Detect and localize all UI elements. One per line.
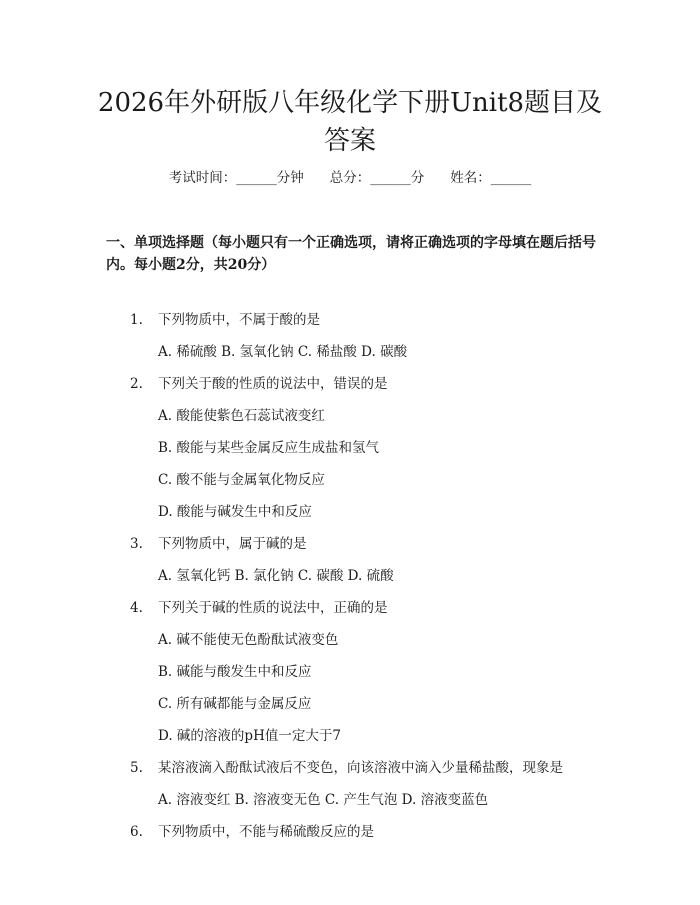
question-number: 3. [130, 536, 143, 552]
question-4 [130, 598, 388, 618]
question-number: 4. [130, 600, 143, 616]
question-text: 下列关于碱的性质的说法中，正确的是 [158, 600, 388, 616]
question-number: 6. [130, 824, 143, 840]
question-3 [130, 534, 307, 554]
question-2-option-c: C. 酸不能与金属氧化物反应 [158, 472, 325, 488]
question-text: 某溶液滴入酚酞试液后不变色，向该溶液中滴入少量稀盐酸，现象是 [158, 760, 563, 776]
question-text: 下列物质中，不能与稀硫酸反应的是 [158, 824, 374, 840]
question-2-option-b: B. 酸能与某些金属反应生成盐和氢气 [158, 440, 380, 456]
question-1-options: A. 稀硫酸 B. 氢氧化钠 C. 稀盐酸 D. 碳酸 [158, 344, 408, 360]
question-3-options: A. 氢氧化钙 B. 氯化钠 C. 碳酸 D. 硫酸 [158, 568, 394, 584]
section-heading: 一、单项选择题（每小题只有一个正确选项，请将正确选项的字母填在题后括号内。每小题2分，共20分） [106, 235, 596, 273]
question-number: 5. [130, 760, 143, 776]
question-6 [130, 822, 374, 842]
document-title: 2026年外研版八年级化学下册Unit8题目及答案 [97, 88, 603, 156]
question-2-option-a: A. 酸能使紫色石蕊试液变红 [158, 408, 325, 424]
exam-info [0, 168, 700, 188]
question-4-option-b: B. 碱能与酸发生中和反应 [158, 664, 312, 680]
question-4-option-a: A. 碱不能使无色酚酞试液变色 [158, 632, 339, 648]
question-text: 下列物质中，不属于酸的是 [158, 312, 320, 328]
question-number: 1. [130, 312, 143, 328]
question-text: 下列关于酸的性质的说法中，错误的是 [158, 376, 388, 392]
question-2-option-d: D. 酸能与碱发生中和反应 [158, 504, 312, 520]
question-text: 下列物质中，属于碱的是 [158, 536, 307, 552]
question-number: 2. [130, 376, 143, 392]
question-5 [130, 758, 563, 778]
exam-time-field: 考试时间：______分钟 [168, 170, 304, 186]
question-5-options: A. 溶液变红 B. 溶液变无色 C. 产生气泡 D. 溶液变蓝色 [158, 792, 489, 808]
question-4-option-c: C. 所有碱都能与金属反应 [158, 696, 312, 712]
question-2 [130, 374, 388, 394]
name-field: 姓名：______ [450, 170, 532, 186]
total-score-field: 总分：______分 [329, 170, 425, 186]
question-1 [130, 310, 320, 330]
question-4-option-d: D. 碱的溶液的pH值一定大于7 [158, 728, 341, 744]
